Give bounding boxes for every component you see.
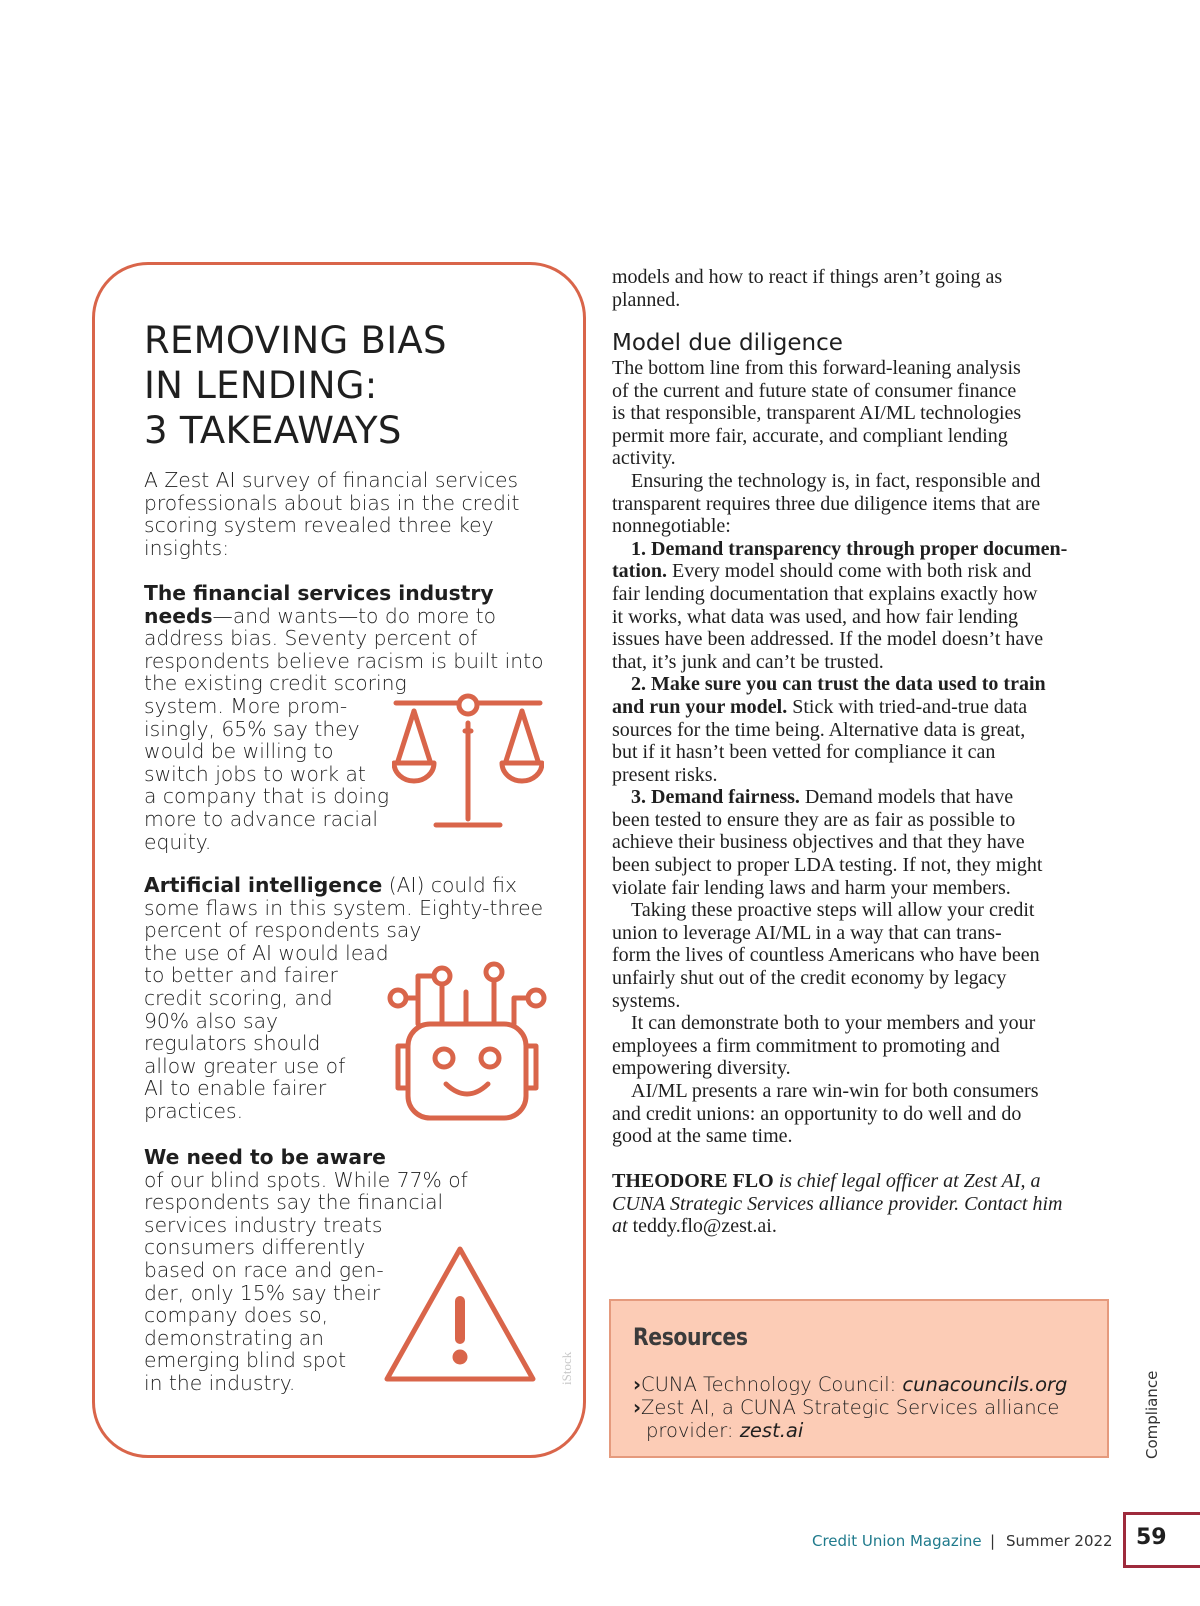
text-line: regulators should: [144, 1031, 321, 1056]
section-heading: Model due diligence: [612, 330, 843, 356]
text-line: Every model should come with both risk and: [667, 560, 1032, 583]
text-line: been tested to ensure they are as fair as possible to: [612, 808, 1016, 831]
text-line: would be willing to: [144, 739, 334, 764]
robot-icon: [386, 958, 548, 1124]
resource-label: CUNA Technology Council:: [641, 1373, 903, 1396]
text-line: Demand models that have: [799, 786, 1014, 809]
text-line: violate fair lending laws and harm your members.: [612, 876, 1011, 899]
author-bio: [612, 1170, 1112, 1238]
text-line: unfairly shut out of the credit economy by legacy: [612, 967, 1007, 990]
text-line: issues have been addressed. If the model doesn’t have: [612, 628, 1044, 651]
item-2-heading: 2. Make sure you can trust the data used to train: [631, 673, 1046, 696]
text-line: CUNA Strategic Services alliance provider. Contact him: [612, 1192, 1063, 1215]
text-line: and credit unions: an opportunity to do well and do: [612, 1102, 1022, 1125]
resource-item: [633, 1373, 1067, 1396]
resource-label: provider:: [646, 1419, 740, 1442]
text-line: credit scoring, and: [144, 985, 333, 1010]
text-line: form the lives of countless Americans who have been: [612, 944, 1040, 967]
resource-link[interactable]: cunacouncils.org: [902, 1373, 1068, 1396]
item-3-heading: 3. Demand fairness.: [631, 786, 800, 809]
text-line: of the current and future state of consumer finance: [612, 379, 1017, 402]
text-line: Stick with tried-and-true data: [787, 695, 1028, 718]
text-line: a company that is doing: [144, 784, 390, 809]
resource-label: Zest AI, a CUNA Strategic Services alliance: [641, 1396, 1060, 1419]
scale-icon: [392, 693, 544, 843]
resources-box: [609, 1299, 1109, 1458]
text-line: AI/ML presents a rare win-win for both consumers: [631, 1080, 1039, 1102]
text-line: 90% also say: [144, 1008, 279, 1033]
text-line: it works, what data was used, and how fair lending: [612, 605, 1019, 628]
article-continued: [612, 266, 1112, 311]
text-line: (AI) could fix: [382, 873, 517, 897]
text-line: respondents say the financial: [144, 1190, 444, 1215]
chevron-right-icon: ›: [633, 1396, 642, 1419]
text-line: based on race and gen-: [144, 1257, 384, 1282]
chevron-right-icon: ›: [633, 1373, 642, 1396]
text-line: percent of respondents say: [144, 918, 422, 943]
text-line: demonstrating an: [144, 1325, 324, 1350]
takeaway-1-heading-end: needs: [144, 603, 213, 628]
text-line: at: [612, 1215, 628, 1238]
author-email-link[interactable]: teddy.flo@zest.ai.: [627, 1215, 777, 1238]
resources-list: [633, 1373, 1067, 1442]
text-line: planned.: [612, 288, 681, 311]
author-name: THEODORE FLO: [612, 1170, 774, 1192]
text-line: but if it hasn’t been vetted for compliance it can: [612, 741, 996, 764]
item-1-heading-end: tation.: [612, 560, 667, 583]
page-number: 59: [1136, 1525, 1167, 1550]
resources-heading: Resources: [633, 1323, 748, 1351]
warning-icon: [383, 1245, 537, 1383]
text-line: practices.: [144, 1098, 244, 1123]
resource-item: [633, 1396, 1067, 1442]
sidebar-intro: [144, 469, 519, 559]
takeaway-1-heading: The financial services industry: [144, 581, 494, 605]
text-line: respondents believe racism is built into: [144, 648, 544, 673]
text-line: union to leverage AI/ML in a way that can trans-: [612, 921, 1002, 944]
text-line: of our blind spots. While 77% of: [144, 1167, 468, 1192]
text-line: some flaws in this system. Eighty-three: [144, 895, 544, 920]
text-line: permit more fair, accurate, and compliant lending: [612, 424, 1008, 447]
text-line: The bottom line from this forward-leaning analysis: [612, 357, 1021, 379]
text-line: activity.: [612, 447, 676, 470]
text-line: consumers differently: [144, 1235, 366, 1260]
sidebar-title-line: REMOVING BIAS: [144, 319, 447, 362]
footer-issue: Summer 2022: [1006, 1532, 1113, 1550]
text-line: Ensuring the technology is, in fact, responsible and: [631, 469, 1041, 492]
resource-link[interactable]: zest.ai: [739, 1419, 804, 1442]
text-line: present risks.: [612, 763, 718, 786]
text-line: been subject to proper LDA testing. If not, they might: [612, 854, 1043, 877]
footer-magazine-name: Credit Union Magazine: [812, 1532, 982, 1550]
text-line: that, it’s junk and can’t be trusted.: [612, 650, 884, 673]
text-line: scoring system revealed three key: [144, 513, 494, 538]
text-line: der, only 15% say their: [144, 1280, 381, 1305]
footer-separator: |: [990, 1532, 996, 1550]
text-line: company does so,: [144, 1303, 329, 1328]
page-number-box: [1123, 1512, 1200, 1568]
text-line: employees a firm commitment to promoting and: [612, 1034, 1000, 1057]
text-line: good at the same time.: [612, 1125, 793, 1148]
text-line: nonnegotiable:: [612, 515, 731, 538]
text-line: services industry treats: [144, 1212, 383, 1237]
text-line: emerging blind spot: [144, 1348, 347, 1373]
text-line: more to advance racial: [144, 806, 379, 831]
text-line: address bias. Seventy percent of: [144, 626, 478, 651]
text-line: is chief legal officer at Zest AI, a: [773, 1170, 1041, 1192]
item-2-heading-end: and run your model.: [612, 695, 788, 718]
text-line: Taking these proactive steps will allow your credit: [631, 899, 1035, 922]
photo-credit: iStock: [559, 1351, 574, 1385]
text-line: fair lending documentation that explains exactly how: [612, 582, 1038, 605]
text-line: models and how to react if things aren’t going as: [612, 266, 1003, 288]
text-line: sources for the time being. Alternative data is great,: [612, 718, 1026, 741]
text-line: is that responsible, transparent AI/ML technologies: [612, 402, 1022, 425]
text-line: A Zest AI survey of financial services: [144, 468, 519, 492]
text-line: the existing credit scoring: [144, 671, 407, 696]
takeaway-2-heading: Artificial intelligence: [144, 873, 383, 897]
text-line: insights:: [144, 535, 230, 560]
text-line: system. More prom-: [144, 693, 348, 718]
text-line: the use of AI would lead: [144, 940, 389, 965]
text-line: empowering diversity.: [612, 1057, 791, 1080]
text-line: systems.: [612, 989, 681, 1012]
text-line: professionals about bias in the credit: [144, 490, 520, 515]
sidebar-title: [144, 318, 564, 453]
sidebar-title-line: IN LENDING:: [144, 364, 378, 407]
text-line: —and wants—to do more to: [212, 603, 496, 628]
text-line: isingly, 65% say they: [144, 716, 360, 741]
section-label: Compliance: [1143, 1370, 1161, 1459]
text-line: to better and fairer: [144, 963, 338, 988]
text-line: transparent requires three due diligence items that are: [612, 492, 1041, 515]
item-1-heading: 1. Demand transparency through proper documen-: [631, 537, 1068, 560]
text-line: allow greater use of: [144, 1053, 346, 1078]
text-line: It can demonstrate both to your members and your: [631, 1012, 1036, 1035]
sidebar-title-line: 3 TAKEAWAYS: [144, 409, 402, 452]
takeaway-3-heading: We need to be aware: [144, 1145, 386, 1169]
text-line: AI to enable fairer: [144, 1076, 327, 1101]
text-line: achieve their business objectives and that they have: [612, 831, 1025, 854]
text-line: equity.: [144, 829, 212, 854]
text-line: switch jobs to work at: [144, 761, 366, 786]
article-body: [612, 357, 1112, 1148]
text-line: in the industry.: [144, 1370, 296, 1395]
